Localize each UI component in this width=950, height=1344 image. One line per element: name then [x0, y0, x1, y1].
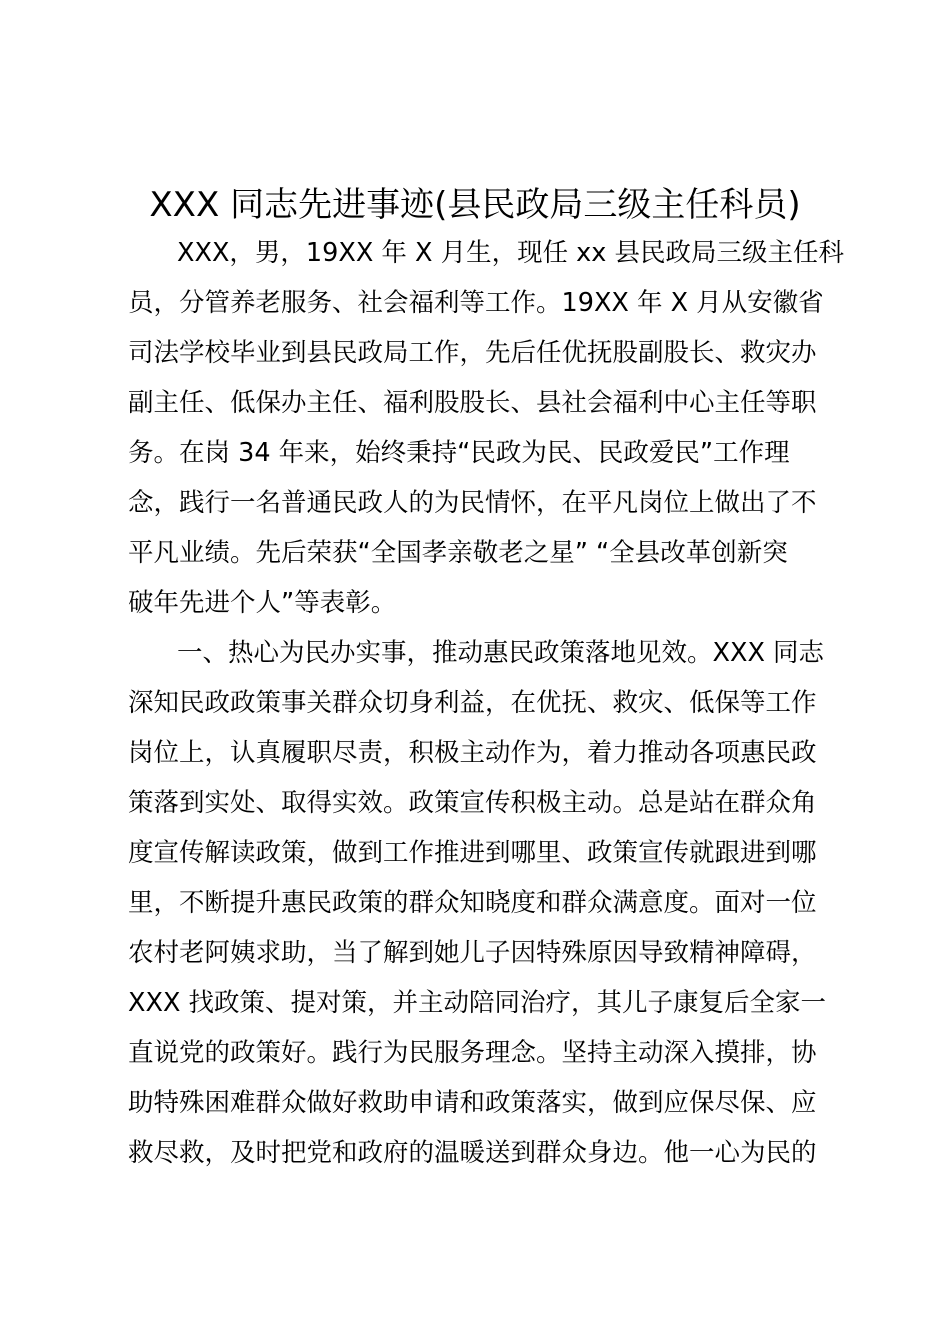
paragraph-2-line-10: 助特殊困难群众做好救助申请和政策落实，做到应保尽保、应: [128, 1088, 817, 1118]
paragraph-2-line-6: 里，不断提升惠民政策的群众知晓度和群众满意度。面对一位: [128, 888, 817, 918]
document-title: XXX 同志先进事迹(县民政局三级主任科员): [149, 185, 801, 225]
paragraph-2-line-5: 度宣传解读政策，做到工作推进到哪里、政策宣传就跟进到哪: [128, 838, 817, 868]
paragraph-1-line-6: 念，践行一名普通民政人的为民情怀，在平凡岗位上做出了不: [128, 488, 817, 518]
paragraph-1-line-8: 破年先进个人”等表彰。: [128, 588, 397, 618]
paragraph-2-line-3: 岗位上，认真履职尽责，积极主动作为，着力推动各项惠民政: [128, 738, 817, 768]
paragraph-1-line-4: 副主任、低保办主任、福利股股长、县社会福利中心主任等职: [128, 388, 817, 418]
paragraph-1-line-2: 员，分管养老服务、社会福利等工作。19XX 年 X 月从安徽省: [128, 288, 824, 318]
paragraph-2-line-7: 农村老阿姨求助，当了解到她儿子因特殊原因导致精神障碍，: [128, 938, 817, 968]
paragraph-1-line-3: 司法学校毕业到县民政局工作，先后任优抚股副股长、救灾办: [128, 338, 817, 368]
paragraph-2-line-11: 救尽救，及时把党和政府的温暖送到群众身边。他一心为民的: [128, 1138, 817, 1168]
paragraph-1-line-1: XXX，男，19XX 年 X 月生，现任 xx 县民政局三级主任科: [177, 238, 844, 268]
paragraph-2-line-8: XXX 找政策、提对策，并主动陪同治疗，其儿子康复后全家一: [128, 988, 827, 1018]
paragraph-2-line-4: 策落到实处、取得实效。政策宣传积极主动。总是站在群众角: [128, 788, 817, 818]
paragraph-2-line-9: 直说党的政策好。践行为民服务理念。坚持主动深入摸排，协: [128, 1038, 817, 1068]
paragraph-2-line-1: 一、热心为民办实事，推动惠民政策落地见效。XXX 同志: [177, 638, 825, 668]
paragraph-1-line-7: 平凡业绩。先后荣获“全国孝亲敬老之星” “全县改革创新突: [128, 538, 788, 568]
paragraph-2-line-2: 深知民政政策事关群众切身利益，在优抚、救灾、低保等工作: [128, 688, 817, 718]
paragraph-1-line-5: 务。在岗 34 年来，始终秉持“民政为民、民政爱民”工作理: [128, 438, 790, 468]
